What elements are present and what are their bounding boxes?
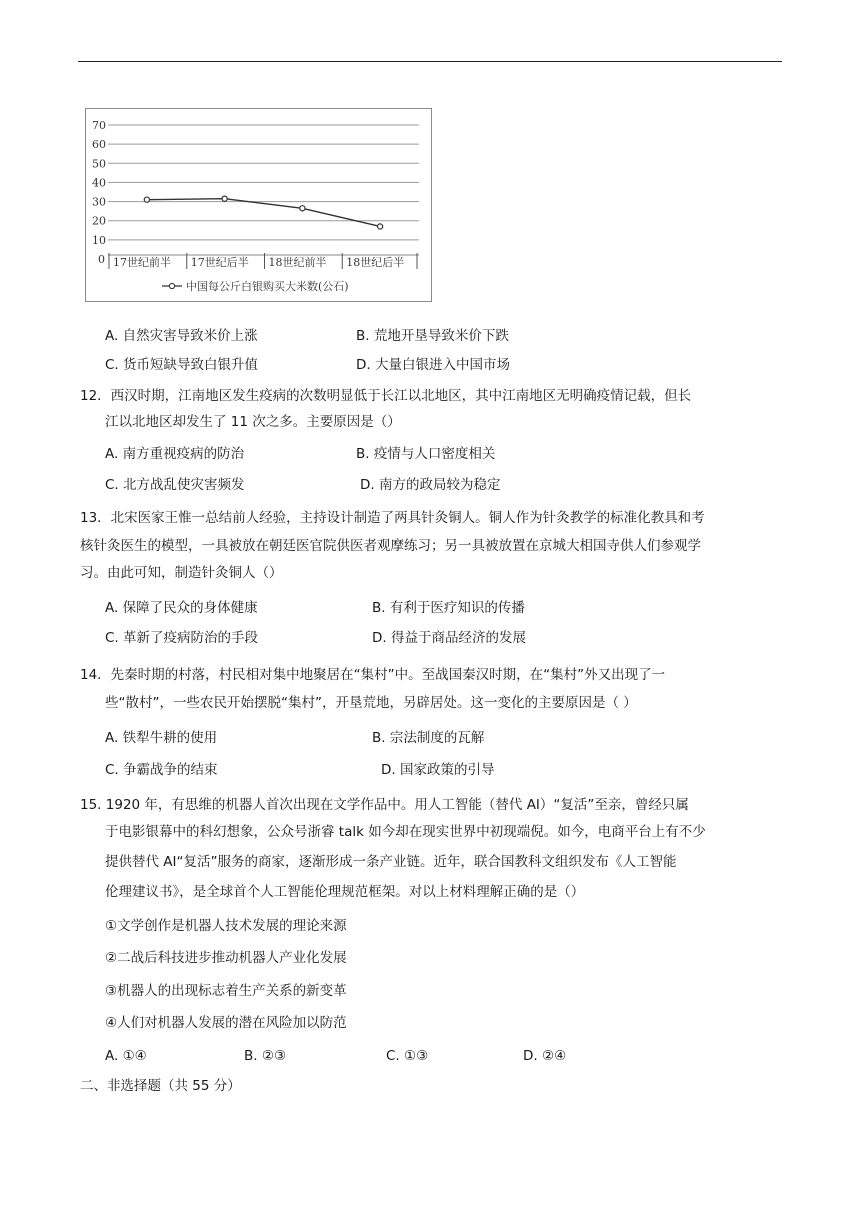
q12-option-b[interactable]: B. 疫情与人口密度相关 <box>356 446 496 462</box>
q12-stem-line1: 12．西汉时期，江南地区发生疫病的次数明显低于长江以北地区，其中江南地区无明确疫情记载，但长 <box>80 388 692 404</box>
q14-stem-line2: 些“散村”，一些农民开始摆脱“集村”，开垦荒地，另辟居处。这一变化的主要原因是（ ） <box>105 695 637 711</box>
y-tick-label: 10 <box>92 233 106 247</box>
y-tick-label: 30 <box>92 195 106 209</box>
line-chart <box>86 109 431 301</box>
q11-option-b[interactable]: B. 荒地开垦导致米价下跌 <box>356 328 509 344</box>
q14-stem-line1: 14．先秦时期的村落，村民相对集中地聚居在“集村”中。至战国秦汉时期，在“集村”外又出现了一 <box>80 667 666 683</box>
q13-option-c[interactable]: C. 革新了疫病防治的手段 <box>105 630 259 646</box>
q15-stem-line2: 于电影银幕中的科幻想象，公众号浙睿 talk 如今却在现实世界中初现端倪。如今，电商平台上有不少 <box>105 824 706 840</box>
data-point <box>378 224 383 229</box>
q14-option-c[interactable]: C. 争霸战争的结束 <box>105 762 218 778</box>
q15-stem-line3: 提供替代 AI“复活”服务的商家，逐渐形成一条产业链。近年，联合国教科文组织发布《人工智能 <box>105 854 677 870</box>
x-tick-label: 18世纪前半 <box>268 256 327 269</box>
data-point <box>144 197 149 202</box>
data-point <box>222 196 227 201</box>
q15-statement-3: ③机器人的出现标志着生产关系的新变革 <box>105 983 347 999</box>
q15-stem-line4: 伦理建议书》，是全球首个人工智能伦理规范框架。对以上材料理解正确的是（） <box>105 884 585 900</box>
q11-option-d[interactable]: D. 大量白银进入中国市场 <box>356 357 510 373</box>
q11-option-c[interactable]: C. 货币短缺导致白银升值 <box>105 357 259 373</box>
q13-stem-line3: 习。由此可知，制造针灸铜人（） <box>80 565 283 581</box>
q15-statement-2: ②二战后科技进步推动机器人产业化发展 <box>105 950 347 966</box>
legend-label: 中国每公斤白银购买大米数(公石) <box>186 280 349 293</box>
q12-option-d[interactable]: D. 南方的政局较为稳定 <box>360 477 501 493</box>
series-line <box>147 199 380 227</box>
y-tick-label: 20 <box>92 214 106 228</box>
y-tick-label: 40 <box>92 176 106 190</box>
q14-option-b[interactable]: B. 宗法制度的瓦解 <box>372 730 485 746</box>
x-tick-label: 17世纪后半 <box>190 256 249 269</box>
q15-option-c[interactable]: C. ①③ <box>386 1048 429 1064</box>
silver-rice-chart <box>85 108 432 302</box>
q15-statement-1: ①文学创作是机器人技术发展的理论来源 <box>105 918 347 934</box>
header-rule <box>78 61 782 62</box>
y-tick-label: 60 <box>92 138 106 152</box>
x-tick-label: 18世纪后半 <box>346 256 405 269</box>
q13-option-d[interactable]: D. 得益于商品经济的发展 <box>372 630 526 646</box>
legend-marker <box>169 283 174 288</box>
q12-option-c[interactable]: C. 北方战乱使灾害频发 <box>105 477 245 493</box>
q15-option-d[interactable]: D. ②④ <box>523 1048 567 1064</box>
q15-statement-4: ④人们对机器人发展的潜在风险加以防范 <box>105 1015 347 1031</box>
section-heading: 二、非选择题（共 55 分） <box>80 1078 241 1094</box>
y-tick-label: 70 <box>92 119 106 132</box>
q12-stem-line2: 江以北地区却发生了 11 次之多。主要原因是（） <box>105 414 401 430</box>
y-tick-label: 0 <box>98 253 105 266</box>
q14-option-a[interactable]: A. 铁犁牛耕的使用 <box>105 730 218 746</box>
y-tick-label: 50 <box>92 157 106 171</box>
q13-stem-line1: 13．北宋医家王惟一总结前人经验，主持设计制造了两具针灸铜人。铜人作为针灸教学的标准化教具和考 <box>80 510 705 526</box>
q15-option-b[interactable]: B. ②③ <box>244 1048 287 1064</box>
data-point <box>300 206 305 211</box>
x-tick-label: 17世纪前半 <box>113 256 171 269</box>
q12-option-a[interactable]: A. 南方重视疫病的防治 <box>105 446 245 462</box>
q15-option-a[interactable]: A. ①④ <box>105 1048 147 1064</box>
q15-stem-line1: 15. 1920 年，有思维的机器人首次出现在文学作品中。用人工智能（替代 AI）“复活”至亲，曾经只属 <box>80 797 689 813</box>
q11-option-a[interactable]: A. 自然灾害导致米价上涨 <box>105 328 258 344</box>
q14-option-d[interactable]: D. 国家政策的引导 <box>381 762 495 778</box>
q13-option-b[interactable]: B. 有利于医疗知识的传播 <box>372 600 525 616</box>
q13-stem-line2: 核针灸医生的模型，一具被放在朝廷医官院供医者观摩练习；另一具被放置在京城大相国寺供人们参观学 <box>80 538 701 554</box>
q13-option-a[interactable]: A. 保障了民众的身体健康 <box>105 600 258 616</box>
